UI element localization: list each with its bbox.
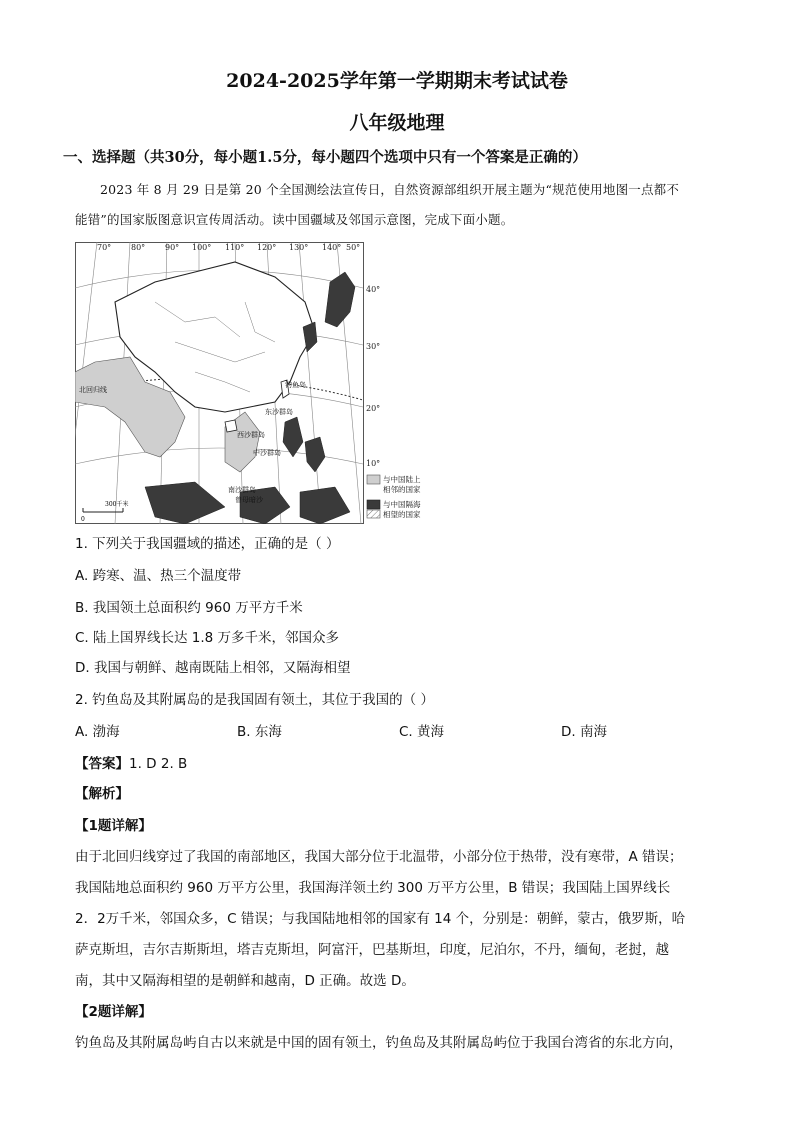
legend-swatch-land [367,475,380,484]
scale-zero: 0 [81,516,85,523]
place-label: 南沙群岛 [228,486,256,494]
legend-label: 与中国陆上 [383,475,421,484]
answer-text: 1. D 2. B [129,756,188,772]
lat-label: 40° [366,285,381,294]
lat-label: 10° [366,459,381,468]
lon-label: 120° [257,243,277,252]
lat-label: 20° [366,404,381,413]
lon-label: 90° [165,243,180,252]
place-label: 曾母暗沙 [235,496,263,504]
section-heading: 一、选择题（共30分，每小题1.5分，每小题四个选项中只有一个答案是正确的） [63,149,587,166]
legend-swatch-sea [367,500,380,509]
legend-label: 相邻的国家 [383,485,421,494]
answer-tag: 【答案】 [75,756,129,772]
question-1-option-a: A. 跨寒、温、热三个温度带 [75,568,242,584]
china-territory-map [75,242,435,524]
question-2-stem: 2. 钓鱼岛及其附属岛的是我国固有领土，其位于我国的（ ） [75,692,434,708]
lon-label: 130° [289,243,309,252]
lon-label: 50° [346,243,361,252]
lon-label: 140° [322,243,342,252]
question-2-option-b: B. 东海 [237,724,282,740]
lon-label: 110° [225,243,245,252]
legend-label: 相望的国家 [383,510,421,519]
q2-detail-line: 钓鱼岛及其附属岛屿自古以来就是中国的固有领土，钓鱼岛及其附属岛屿位于我国台湾省的东北方向， [75,1035,683,1051]
question-1-stem: 1. 下列关于我国疆域的描述，正确的是（ ） [75,536,340,552]
q1-detail-line: 我国陆地总面积约 960 万平方公里，我国海洋领土约 300 万平方公里，B 错误；我国陆上国界线长 [75,880,671,896]
legend-label: 与中国隔海 [383,500,421,509]
q1-detail-line: 2．2万千米，邻国众多，C 错误；与我国陆地相邻的国家有 14 个，分别是：朝鲜，蒙古，俄罗斯，哈 [75,911,686,927]
question-1-option-b: B. 我国领土总面积约 960 万平方千米 [75,600,303,616]
place-label: 西沙群岛 [237,431,265,439]
q1-detail-line: 由于北回归线穿过了我国的南部地区，我国大部分位于北温带，小部分位于热带，没有寒带，A 错误； [75,849,683,865]
q1-detail-tag: 【1题详解】 [75,818,152,834]
q1-detail-line: 南，其中又隔海相望的是朝鲜和越南，D 正确。故选 D。 [75,973,415,989]
answer-row [75,752,187,772]
intro-line-2: 能错”的国家版图意识宣传周活动。读中国疆域及邻国示意图，完成下面小题。 [75,212,514,227]
question-1-option-c: C. 陆上国界线长达 1.8 万多千米，邻国众多 [75,630,340,646]
analysis-tag: 【解析】 [75,786,129,802]
q1-detail-line: 萨克斯坦，吉尔吉斯斯坦，塔吉克斯坦，阿富汗，巴基斯坦，印度，尼泊尔，不丹，缅甸，老挝，越 [75,942,669,958]
lon-label: 80° [131,243,146,252]
map-legend [367,474,421,519]
place-label: 钓鱼岛 [285,381,306,389]
question-1-option-d: D. 我国与朝鲜、越南既陆上相邻，又隔海相望 [75,660,351,676]
lat-label: 30° [366,342,381,351]
place-label: 中沙群岛 [253,449,281,457]
tropic-label: 北回归线 [79,386,107,394]
scale-label: 300千米 [105,501,129,508]
question-2-option-a: A. 渤海 [75,724,120,740]
page-subtitle: 八年级地理 [349,112,445,134]
lon-label: 100° [192,243,212,252]
intro-line-1: 2023 年 8 月 29 日是第 20 个全国测绘法宣传日，自然资源部组织开展主题为“规范使用地图一点都不 [100,182,680,197]
question-2-option-d: D. 南海 [561,724,607,740]
legend-swatch-hatched [367,510,380,518]
question-2-option-c: C. 黄海 [399,724,445,740]
place-label: 东沙群岛 [265,408,293,416]
q2-detail-tag: 【2题详解】 [75,1004,152,1020]
page-title: 2024-2025学年第一学期期末考试试卷 [226,70,568,92]
lon-label: 70° [97,243,112,252]
